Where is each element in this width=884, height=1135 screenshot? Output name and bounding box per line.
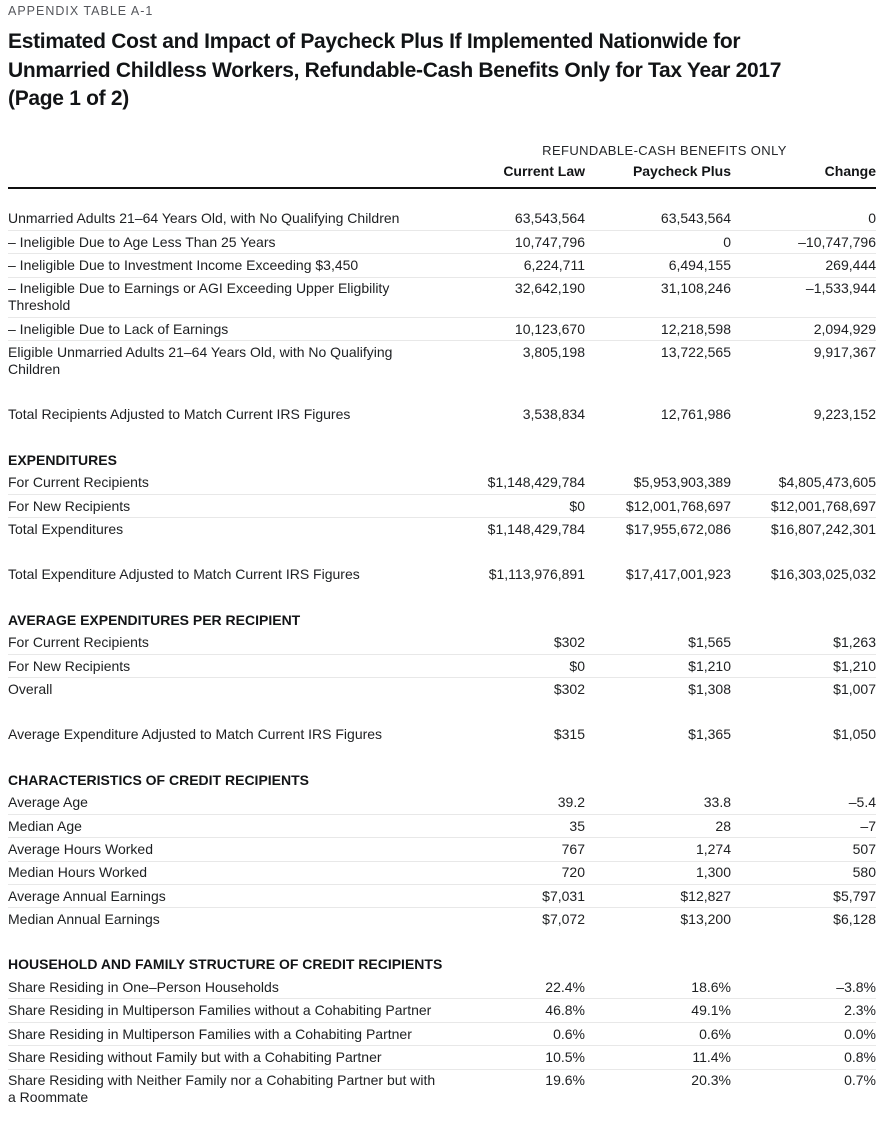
cell-value: $16,807,242,301 xyxy=(770,521,876,538)
cell-value: $5,953,903,389 xyxy=(633,474,731,491)
column-header-change: Change xyxy=(824,162,876,179)
row-label: Share Residing in One–Person Households xyxy=(8,978,279,995)
cell-value: 39.2 xyxy=(557,794,585,811)
row-label: – Ineligible Due to Lack of Earnings xyxy=(8,320,229,337)
cell-value: 10,123,670 xyxy=(514,320,585,337)
table-row xyxy=(8,517,876,540)
cell-value: 3,538,834 xyxy=(522,406,585,423)
row-label: Unmarried Adults 21–64 Years Old, with No Qualifying Children xyxy=(8,210,400,227)
cell-value: 12,218,598 xyxy=(660,320,731,337)
row-label: – Ineligible Due to Investment Income Exceeding $3,450 xyxy=(8,257,359,274)
table-row xyxy=(8,791,876,813)
page-title xyxy=(8,28,876,114)
cell-value: 35 xyxy=(569,817,585,834)
table-block xyxy=(8,769,876,931)
page-title-line-3: (Page 1 of 2) xyxy=(8,87,129,110)
cell-value: $16,303,025,032 xyxy=(770,566,876,583)
cell-value: –1,533,944 xyxy=(805,280,876,297)
cell-value: 0.7% xyxy=(844,1072,876,1089)
column-header-current-law: Current Law xyxy=(503,162,585,179)
row-label: Median Age xyxy=(8,817,82,834)
cell-value: 10.5% xyxy=(545,1049,585,1066)
table-row xyxy=(8,277,876,317)
table-row xyxy=(8,861,876,884)
cell-value: $0 xyxy=(569,657,585,674)
section-heading: CHARACTERISTICS OF CREDIT RECIPIENTS xyxy=(8,771,310,788)
row-label: Share Residing in Multiperson Families without a Cohabiting Partner xyxy=(8,1002,432,1019)
cell-value: 22.4% xyxy=(545,978,585,995)
cell-value: 0 xyxy=(723,233,731,250)
cell-value: 2.3% xyxy=(844,1002,876,1019)
cell-value: $1,565 xyxy=(688,634,731,651)
row-label: Share Residing with Neither Family nor a Cohabiting Partner but with a Roommate xyxy=(8,1072,436,1106)
table-row xyxy=(8,494,876,517)
cell-value: $12,827 xyxy=(680,887,731,904)
row-label: For New Recipients xyxy=(8,657,131,674)
table-row xyxy=(8,1069,876,1109)
section-heading: AVERAGE EXPENDITURES PER RECIPIENT xyxy=(8,611,301,628)
cell-value: –10,747,796 xyxy=(798,233,876,250)
cell-value: $0 xyxy=(569,497,585,514)
cell-value: 6,224,711 xyxy=(523,257,585,274)
cell-value: –7 xyxy=(860,817,876,834)
table-row xyxy=(8,814,876,837)
table-body xyxy=(8,189,876,1109)
cell-value: 11.4% xyxy=(692,1049,731,1066)
table-block xyxy=(8,404,876,426)
data-table xyxy=(8,143,876,1109)
cell-value: $1,308 xyxy=(688,680,731,697)
cell-value: 10,747,796 xyxy=(514,233,585,250)
column-group-header: REFUNDABLE-CASH BENEFITS ONLY xyxy=(542,142,787,158)
cell-value: 49.1% xyxy=(691,1002,731,1019)
cell-value: $6,128 xyxy=(833,911,876,928)
table-block xyxy=(8,208,876,381)
table-block xyxy=(8,609,876,701)
page-title-line-1: Estimated Cost and Impact of Paycheck Plus If Implemented Nationwide for xyxy=(8,30,741,53)
cell-value: $1,050 xyxy=(833,726,876,743)
table-row xyxy=(8,253,876,276)
section-heading: EXPENDITURES xyxy=(8,451,117,468)
table-row xyxy=(8,340,876,380)
cell-value: $17,417,001,923 xyxy=(625,566,731,583)
cell-value: 32,642,190 xyxy=(514,280,585,297)
table-row xyxy=(8,884,876,907)
row-label: Total Recipients Adjusted to Match Current IRS Figures xyxy=(8,406,351,423)
cell-value: 31,108,246 xyxy=(660,280,731,297)
row-label: Eligible Unmarried Adults 21–64 Years Old, with No Qualifying Children xyxy=(8,344,393,378)
cell-value: $12,001,768,697 xyxy=(625,497,731,514)
table-row xyxy=(8,230,876,253)
row-label: Average Annual Earnings xyxy=(8,887,166,904)
cell-value: 6,494,155 xyxy=(668,257,731,274)
table-row xyxy=(8,564,876,586)
cell-value: –3.8% xyxy=(836,978,876,995)
table-block xyxy=(8,724,876,746)
cell-value: 269,444 xyxy=(825,257,876,274)
cell-value: 720 xyxy=(561,864,585,881)
cell-value: 63,543,564 xyxy=(514,210,585,227)
cell-value: 580 xyxy=(852,864,876,881)
cell-value: $315 xyxy=(553,726,585,743)
row-label: For Current Recipients xyxy=(8,634,149,651)
cell-value: $302 xyxy=(553,680,585,697)
appendix-label: APPENDIX TABLE A-1 xyxy=(8,4,154,18)
cell-value: $7,031 xyxy=(542,887,585,904)
row-label: – Ineligible Due to Earnings or AGI Exceeding Upper Eligbility Threshold xyxy=(8,280,390,314)
cell-value: 1,300 xyxy=(695,864,731,881)
column-header-row xyxy=(8,163,876,187)
table-row xyxy=(8,654,876,677)
cell-value: 0.6% xyxy=(553,1025,585,1042)
table-row xyxy=(8,724,876,746)
table-row xyxy=(8,677,876,700)
table-row xyxy=(8,404,876,426)
section-heading: HOUSEHOLD AND FAMILY STRUCTURE OF CREDIT RECIPIENTS xyxy=(8,956,443,973)
cell-value: $12,001,768,697 xyxy=(770,497,876,514)
cell-value: 0.0% xyxy=(844,1025,876,1042)
table-block xyxy=(8,449,876,541)
table-row xyxy=(8,976,876,998)
cell-value: 0.8% xyxy=(844,1049,876,1066)
cell-value: 13,722,565 xyxy=(660,344,731,361)
cell-value: $1,210 xyxy=(688,657,731,674)
table-row xyxy=(8,837,876,860)
cell-value: $1,113,976,891 xyxy=(488,566,585,583)
cell-value: 18.6% xyxy=(691,978,731,995)
row-label: Average Age xyxy=(8,794,88,811)
table-row xyxy=(8,208,876,230)
cell-value: 46.8% xyxy=(545,1002,585,1019)
cell-value: 9,223,152 xyxy=(813,406,876,423)
table-row xyxy=(8,631,876,653)
table-row xyxy=(8,998,876,1021)
table-row xyxy=(8,1045,876,1068)
cell-value: 9,917,367 xyxy=(813,344,876,361)
row-label: Total Expenditures xyxy=(8,521,124,538)
cell-value: $1,148,429,784 xyxy=(487,474,585,491)
row-label: Median Annual Earnings xyxy=(8,911,160,928)
cell-value: 20.3% xyxy=(691,1072,731,1089)
row-label: Overall xyxy=(8,680,53,697)
column-group-header-row xyxy=(8,143,876,159)
table-block xyxy=(8,564,876,586)
row-label: Average Expenditure Adjusted to Match Current IRS Figures xyxy=(8,726,383,743)
cell-value: $13,200 xyxy=(680,911,731,928)
cell-value: $17,955,672,086 xyxy=(625,521,731,538)
row-label: Average Hours Worked xyxy=(8,840,153,857)
cell-value: 12,761,986 xyxy=(660,406,731,423)
row-label: For New Recipients xyxy=(8,497,131,514)
row-label: Share Residing without Family but with a Cohabiting Partner xyxy=(8,1049,382,1066)
row-label: – Ineligible Due to Age Less Than 25 Years xyxy=(8,233,276,250)
column-header-paycheck-plus: Paycheck Plus xyxy=(632,162,731,179)
cell-value: $1,148,429,784 xyxy=(487,521,585,538)
page-title-line-2: Unmarried Childless Workers, Refundable-Cash Benefits Only for Tax Year 2017 xyxy=(8,58,782,82)
cell-value: $1,210 xyxy=(833,657,876,674)
cell-value: 767 xyxy=(561,840,585,857)
cell-value: 28 xyxy=(715,817,731,834)
cell-value: $4,805,473,605 xyxy=(778,474,876,491)
row-label: For Current Recipients xyxy=(8,474,149,491)
cell-value: $1,263 xyxy=(833,634,876,651)
cell-value: $5,797 xyxy=(833,887,876,904)
table-row xyxy=(8,471,876,493)
cell-value: 0.6% xyxy=(699,1025,731,1042)
cell-value: 33.8 xyxy=(703,794,731,811)
table-row xyxy=(8,317,876,340)
cell-value: 63,543,564 xyxy=(660,210,731,227)
cell-value: 19.6% xyxy=(545,1072,585,1089)
row-label: Median Hours Worked xyxy=(8,864,148,881)
cell-value: $7,072 xyxy=(542,911,585,928)
cell-value: $1,007 xyxy=(833,680,876,697)
cell-value: 3,805,198 xyxy=(522,344,585,361)
cell-value: 0 xyxy=(868,210,876,227)
table-row xyxy=(8,1022,876,1045)
cell-value: $302 xyxy=(553,634,585,651)
cell-value: –5.4 xyxy=(848,794,876,811)
row-label: Total Expenditure Adjusted to Match Current IRS Figures xyxy=(8,566,360,583)
table-block xyxy=(8,954,876,1109)
cell-value: 2,094,929 xyxy=(813,320,876,337)
cell-value: 507 xyxy=(852,840,876,857)
cell-value: $1,365 xyxy=(688,726,731,743)
row-label: Share Residing in Multiperson Families with a Cohabiting Partner xyxy=(8,1025,412,1042)
cell-value: 1,274 xyxy=(695,840,731,857)
table-row xyxy=(8,907,876,930)
